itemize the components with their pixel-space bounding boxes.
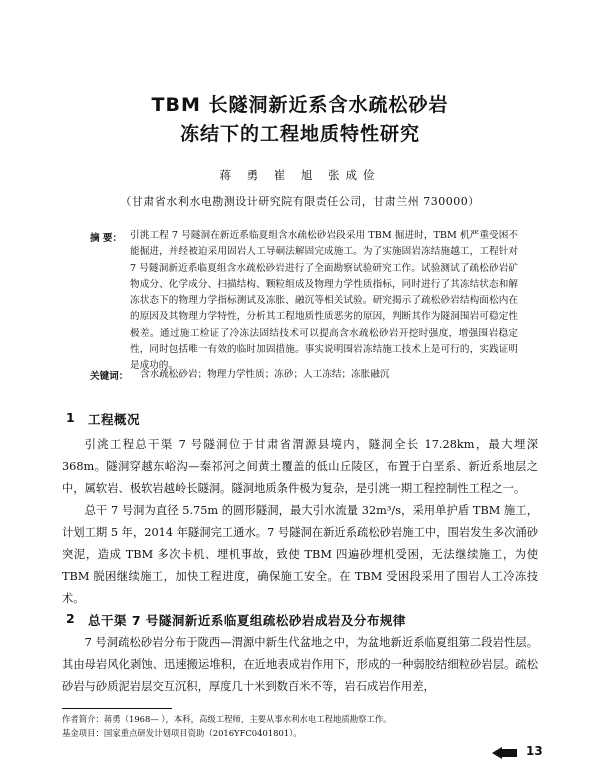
affiliation: （甘肃省水利水电勘测设计研究院有限责任公司，甘肃兰州 730000）	[120, 195, 480, 208]
keywords-label: 关键词：	[90, 371, 129, 382]
footnote-author-intro: 作者简介：蒋勇（1968— ），本科，高级工程师，主要从事水利水电工程地质勘察工作。	[62, 714, 392, 724]
paper-title-line-1: TBM 长隧洞新近系含水疏松砂岩	[151, 94, 449, 116]
keywords-text: 含水疏松砂岩；物理力学性质；冻砂；人工冻结；冻胀融沉	[140, 369, 390, 380]
section-1-paragraph-1: 引洮工程总干渠 7 号隧洞位于甘肃省渭源县境内，隧洞全长 17.28km，最大埋深 368m。隧洞穿越东峪沟—秦祁河之间黄土覆盖的低山丘陵区，布置于白垩系、新近系地层之中，属软岩、极软岩越岭长隧洞。隧洞地质条件极为复杂，是引洮一期工程控制性工程之一。	[62, 438, 538, 495]
page-number: 13	[526, 744, 543, 758]
section-1-heading: 工程概况	[88, 412, 141, 427]
footnote-rule	[62, 708, 172, 709]
section-2-heading: 总干渠 7 号隧洞新近系临夏组疏松砂岩成岩及分布规律	[88, 613, 406, 628]
section-1-number: 1	[66, 410, 75, 425]
footnote-funding: 基金项目：国家重点研发计划项目资助（2016YFC0401801）。	[62, 728, 302, 738]
section-2-paragraph-1: 7 号洞疏松砂岩分布于陇西—渭源中新生代盆地之中，为盆地新近系临夏组第二段岩性层。其由母岩风化剥蚀、迅速搬运堆积，在近地表成岩作用下，形成的一种弱胶结细粒砂岩层。疏松砂岩与砂质泥岩层交互沉积，厚度几十米到数百米不等，岩石成岩作用差，	[62, 636, 538, 693]
abstract-text: 引洮工程 7 号隧洞在新近系临夏组含水疏松砂岩段采用 TBM 掘进时，TBM 机严重受困不能掘进，并经被迫采用固岩人工导硐法解固完成施工。为了实施固岩冻结施越工，工程针对 7 号隧洞新近系临夏组含水疏松砂岩进行了全面勘察试验研究工作。试验测试了疏松砂岩矿物成分、化学成分、扫描结构、颗粒组成及物理力学性质指标，同时进行了其冻结状态和解冻状态下的物理力学指标测试及冻胀、融沉等相关试验。研究揭示了疏松砂岩结构面松内在的原因及其物理力学特性，分析其工程地质性质恶劣的原因，判断其作为隧洞围岩可稳定性极差。通过施工检证了冷冻法固结技术可以提高含水疏松砂岩开挖时强度，增强围岩稳定性，同时包括唯一有效的临时加固措施。事实说明围岩冻结施工技术上是可行的，实践证明是成功的。	[130, 230, 518, 372]
section-1-paragraph-2: 总干 7 号洞为直径 5.75m 的圆形隧洞，最大引水流量 32m³/s，采用单护盾 TBM 施工，计划工期 5 年，2014 年隧洞完工通水。7 号隧洞在新近系疏松砂岩施工中，围岩发生多次涌砂突泥，造成 TBM 多次卡机、埋机事故，致使 TBM 四遍砂埋机受困，无法继续施工，为使 TBM 脱困继续施工，加快工程进度，确保施工安全。在 TBM 受困段采用了围岩人工冷冻技术。	[62, 504, 538, 605]
author-list: 蒋 勇 崔 旭 张成俭	[219, 168, 381, 182]
paper-title-line-2: 冻结下的工程地质特性研究	[179, 123, 420, 145]
abstract-label: 摘 要：	[90, 233, 123, 244]
page-bar-icon	[501, 749, 517, 757]
section-2-number: 2	[66, 611, 75, 626]
